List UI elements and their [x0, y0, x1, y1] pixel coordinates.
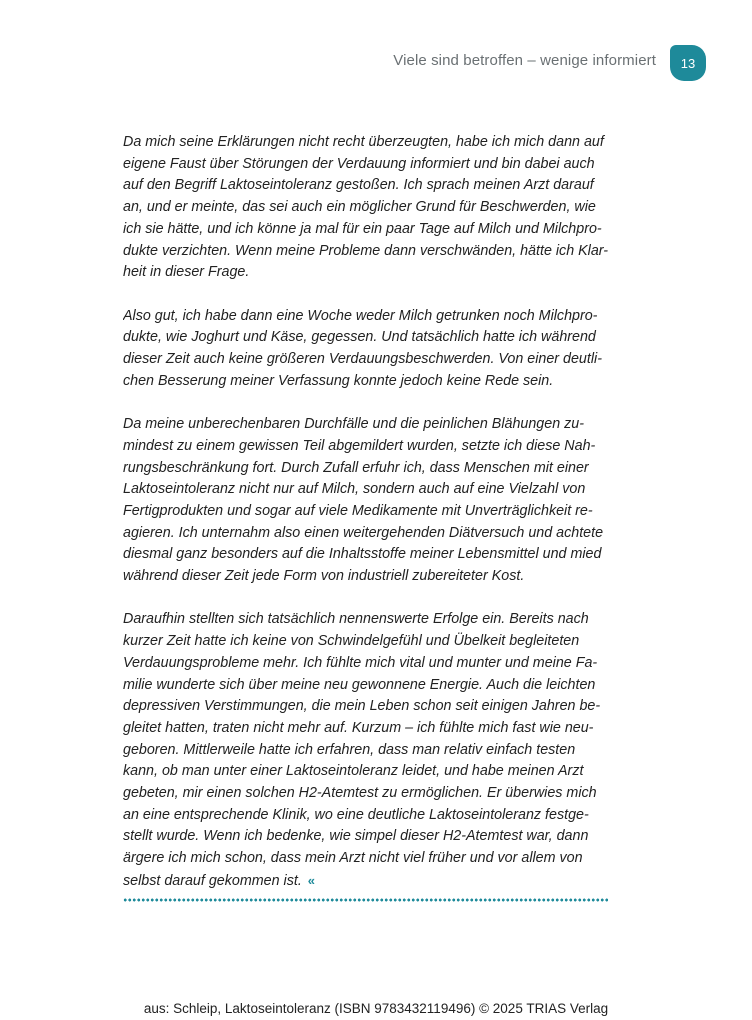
text-line: stellt wurde. Wenn ich bedenke, wie simpel dieser H2-Atemtest war, dann	[123, 828, 589, 845]
body-text	[123, 132, 623, 914]
text-line: Da meine unberechenbaren Durchfälle und die peinlichen Blähungen zu-	[123, 416, 584, 433]
text-line: ich sie hätte, und ich könne ja mal für ein paar Tage auf Milch und Milchpro-	[123, 220, 602, 237]
text-line: diesmal ganz besonders auf die Inhaltsstoffe meiner Lebensmittel und mied	[123, 546, 602, 563]
text-line: Daraufhin stellten sich tatsächlich nennenswerte Erfolge ein. Bereits nach	[123, 611, 589, 628]
text-line: gebeten, mir einen solchen H2-Atemtest zu ermöglichen. Er überwies mich	[123, 785, 597, 802]
text-line: depressiven Verstimmungen, die mein Leben schon seit einigen Jahren be-	[123, 698, 601, 715]
text-line: während dieser Zeit jede Form von industriell zubereiteter Kost.	[123, 568, 525, 585]
text-line: gleitet hatten, traten nicht mehr auf. Kurzum – ich fühlte mich fast wie neu-	[123, 719, 594, 736]
text-line: ärgere ich mich schon, dass mein Arzt nicht viel früher und vor allem von	[123, 850, 583, 867]
paragraph-2	[123, 306, 623, 393]
paragraph-3	[123, 414, 623, 588]
text-line: Fertigprodukten und sogar auf viele Medikamente mit Unverträglichkeit re-	[123, 502, 593, 519]
end-of-section-icon: «	[307, 872, 316, 888]
text-line: heit in dieser Frage.	[123, 264, 250, 281]
text-line: dukte verzichten. Wenn meine Probleme dann verschwänden, hätte ich Klar-	[123, 242, 609, 259]
text-line: kurzer Zeit hatte ich keine von Schwindelgefühl und Übelkeit begleiteten	[123, 633, 580, 650]
text-line: mindest zu einem gewissen Teil abgemildert wurden, setzte ich diese Nah-	[123, 437, 596, 454]
running-head-title: Viele sind betroffen – wenige informiert	[393, 52, 656, 69]
text-line: Da mich seine Erklärungen nicht recht überzeugten, habe ich mich dann auf	[123, 134, 604, 150]
page-number: 13	[680, 55, 696, 71]
text-line: an, und er meinte, das sei auch ein möglicher Grund für Beschwerden, wie	[123, 199, 596, 216]
text-line: chen Besserung meiner Verfassung konnte jedoch keine Rede sein.	[123, 372, 554, 389]
text-line: agieren. Ich unternahm also einen weitergehenden Diätversuch und achtete	[123, 524, 604, 541]
page-number-tab	[670, 45, 706, 81]
paragraph-4	[123, 609, 623, 892]
text-line: rungsbeschränkung fort. Durch Zufall erfuhr ich, dass Menschen mit einer	[123, 459, 589, 476]
text-line: geboren. Mittlerweile hatte ich erfahren, dass man relativ einfach testen	[123, 741, 576, 758]
text-line: Laktoseintoleranz nicht nur auf Milch, sondern auch auf eine Vielzahl von	[123, 481, 586, 498]
text-line-last	[123, 870, 623, 893]
text-line: Also gut, ich habe dann eine Woche weder Milch getrunken noch Milchpro-	[123, 307, 598, 324]
paragraph-1	[123, 132, 623, 284]
text-line: kann, ob man unter einer Laktoseintoleranz leidet, und habe meinen Arzt	[123, 763, 584, 780]
text-line: eigene Faust über Störungen der Verdauung informiert und bin dabei auch	[123, 155, 595, 172]
text-line: dukte, wie Joghurt und Käse, gegessen. Und tatsächlich hatte ich während	[123, 329, 596, 346]
text-line: auf den Begriff Laktoseintoleranz gestoßen. Ich sprach meinen Arzt darauf	[123, 177, 594, 194]
last-line-text: selbst darauf gekommen ist.	[123, 872, 302, 889]
text-line: dieser Zeit auch keine größeren Verdauungsbeschwerden. Von einer deutli-	[123, 351, 602, 368]
text-line: Verdauungsprobleme mehr. Ich fühlte mich vital und munter und meine Fa-	[123, 654, 598, 671]
text-line: an eine entsprechende Klinik, wo eine deutliche Laktoseintoleranz festge-	[123, 806, 589, 823]
text-line: milie wunderte sich über meine neu gewonnene Energie. Auch die leichten	[123, 676, 596, 693]
source-footer: aus: Schleip, Laktoseintoleranz (ISBN 9783432119496) © 2025 TRIAS Verlag	[143, 1001, 609, 1016]
dotted-divider	[123, 898, 608, 902]
